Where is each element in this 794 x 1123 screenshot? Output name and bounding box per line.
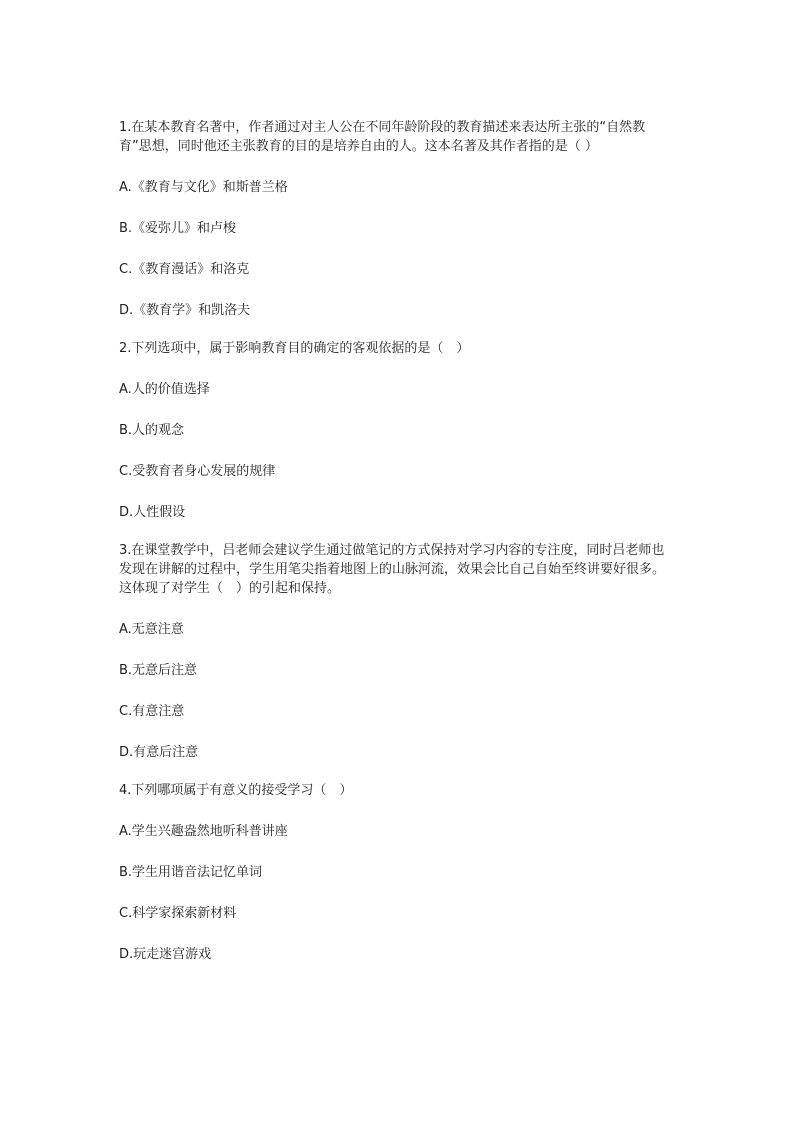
question-1 <box>119 118 675 320</box>
option-c: C.《教育漫话》和洛克 <box>119 262 250 277</box>
option-b: B.学生用谐音法记忆单词 <box>119 865 263 880</box>
option-d: D.玩走迷宫游戏 <box>119 947 212 962</box>
option-c: C.有意注意 <box>119 704 185 719</box>
question-3 <box>119 541 675 762</box>
option-a: A.学生兴趣盎然地听科普讲座 <box>119 824 288 839</box>
option-c: C.受教育者身心发展的规律 <box>119 464 276 479</box>
option-d: D.《教育学》和凯洛夫 <box>119 303 251 318</box>
question-stem: 1.在某本教育名著中，作者通过对主人公在不同年龄阶段的教育描述来表达所主张的“自然教育”思想，同时他还主张教育的目的是培养自由的人。这本名著及其作者指的是（ ） <box>119 120 646 154</box>
option-a: A.人的价值选择 <box>119 382 210 397</box>
option-b: B.《爱弥儿》和卢梭 <box>119 221 237 236</box>
option-b: B.人的观念 <box>119 423 185 438</box>
question-stem: 2.下列选项中，属于影响教育目的确定的客观依据的是（ ） <box>119 341 470 356</box>
option-c: C.科学家探索新材料 <box>119 906 237 921</box>
option-d: D.有意后注意 <box>119 745 199 760</box>
option-d: D.人性假设 <box>119 505 186 520</box>
option-a: A.无意注意 <box>119 622 184 637</box>
question-stem: 3.在课堂教学中，吕老师会建议学生通过做笔记的方式保持对学习内容的专注度，同时吕老师也发现在讲解的过程中，学生用笔尖指着地图上的山脉河流，效果会比自己自始至终讲要好很多。这体现了对学生（ ）的引起和保持。 <box>119 543 666 596</box>
question-2 <box>119 339 675 522</box>
option-b: B.无意后注意 <box>119 663 198 678</box>
question-list <box>119 118 675 983</box>
option-a: A.《教育与文化》和斯普兰格 <box>119 180 288 195</box>
question-stem: 4.下列哪项属于有意义的接受学习（ ） <box>119 783 353 798</box>
question-4 <box>119 781 675 964</box>
